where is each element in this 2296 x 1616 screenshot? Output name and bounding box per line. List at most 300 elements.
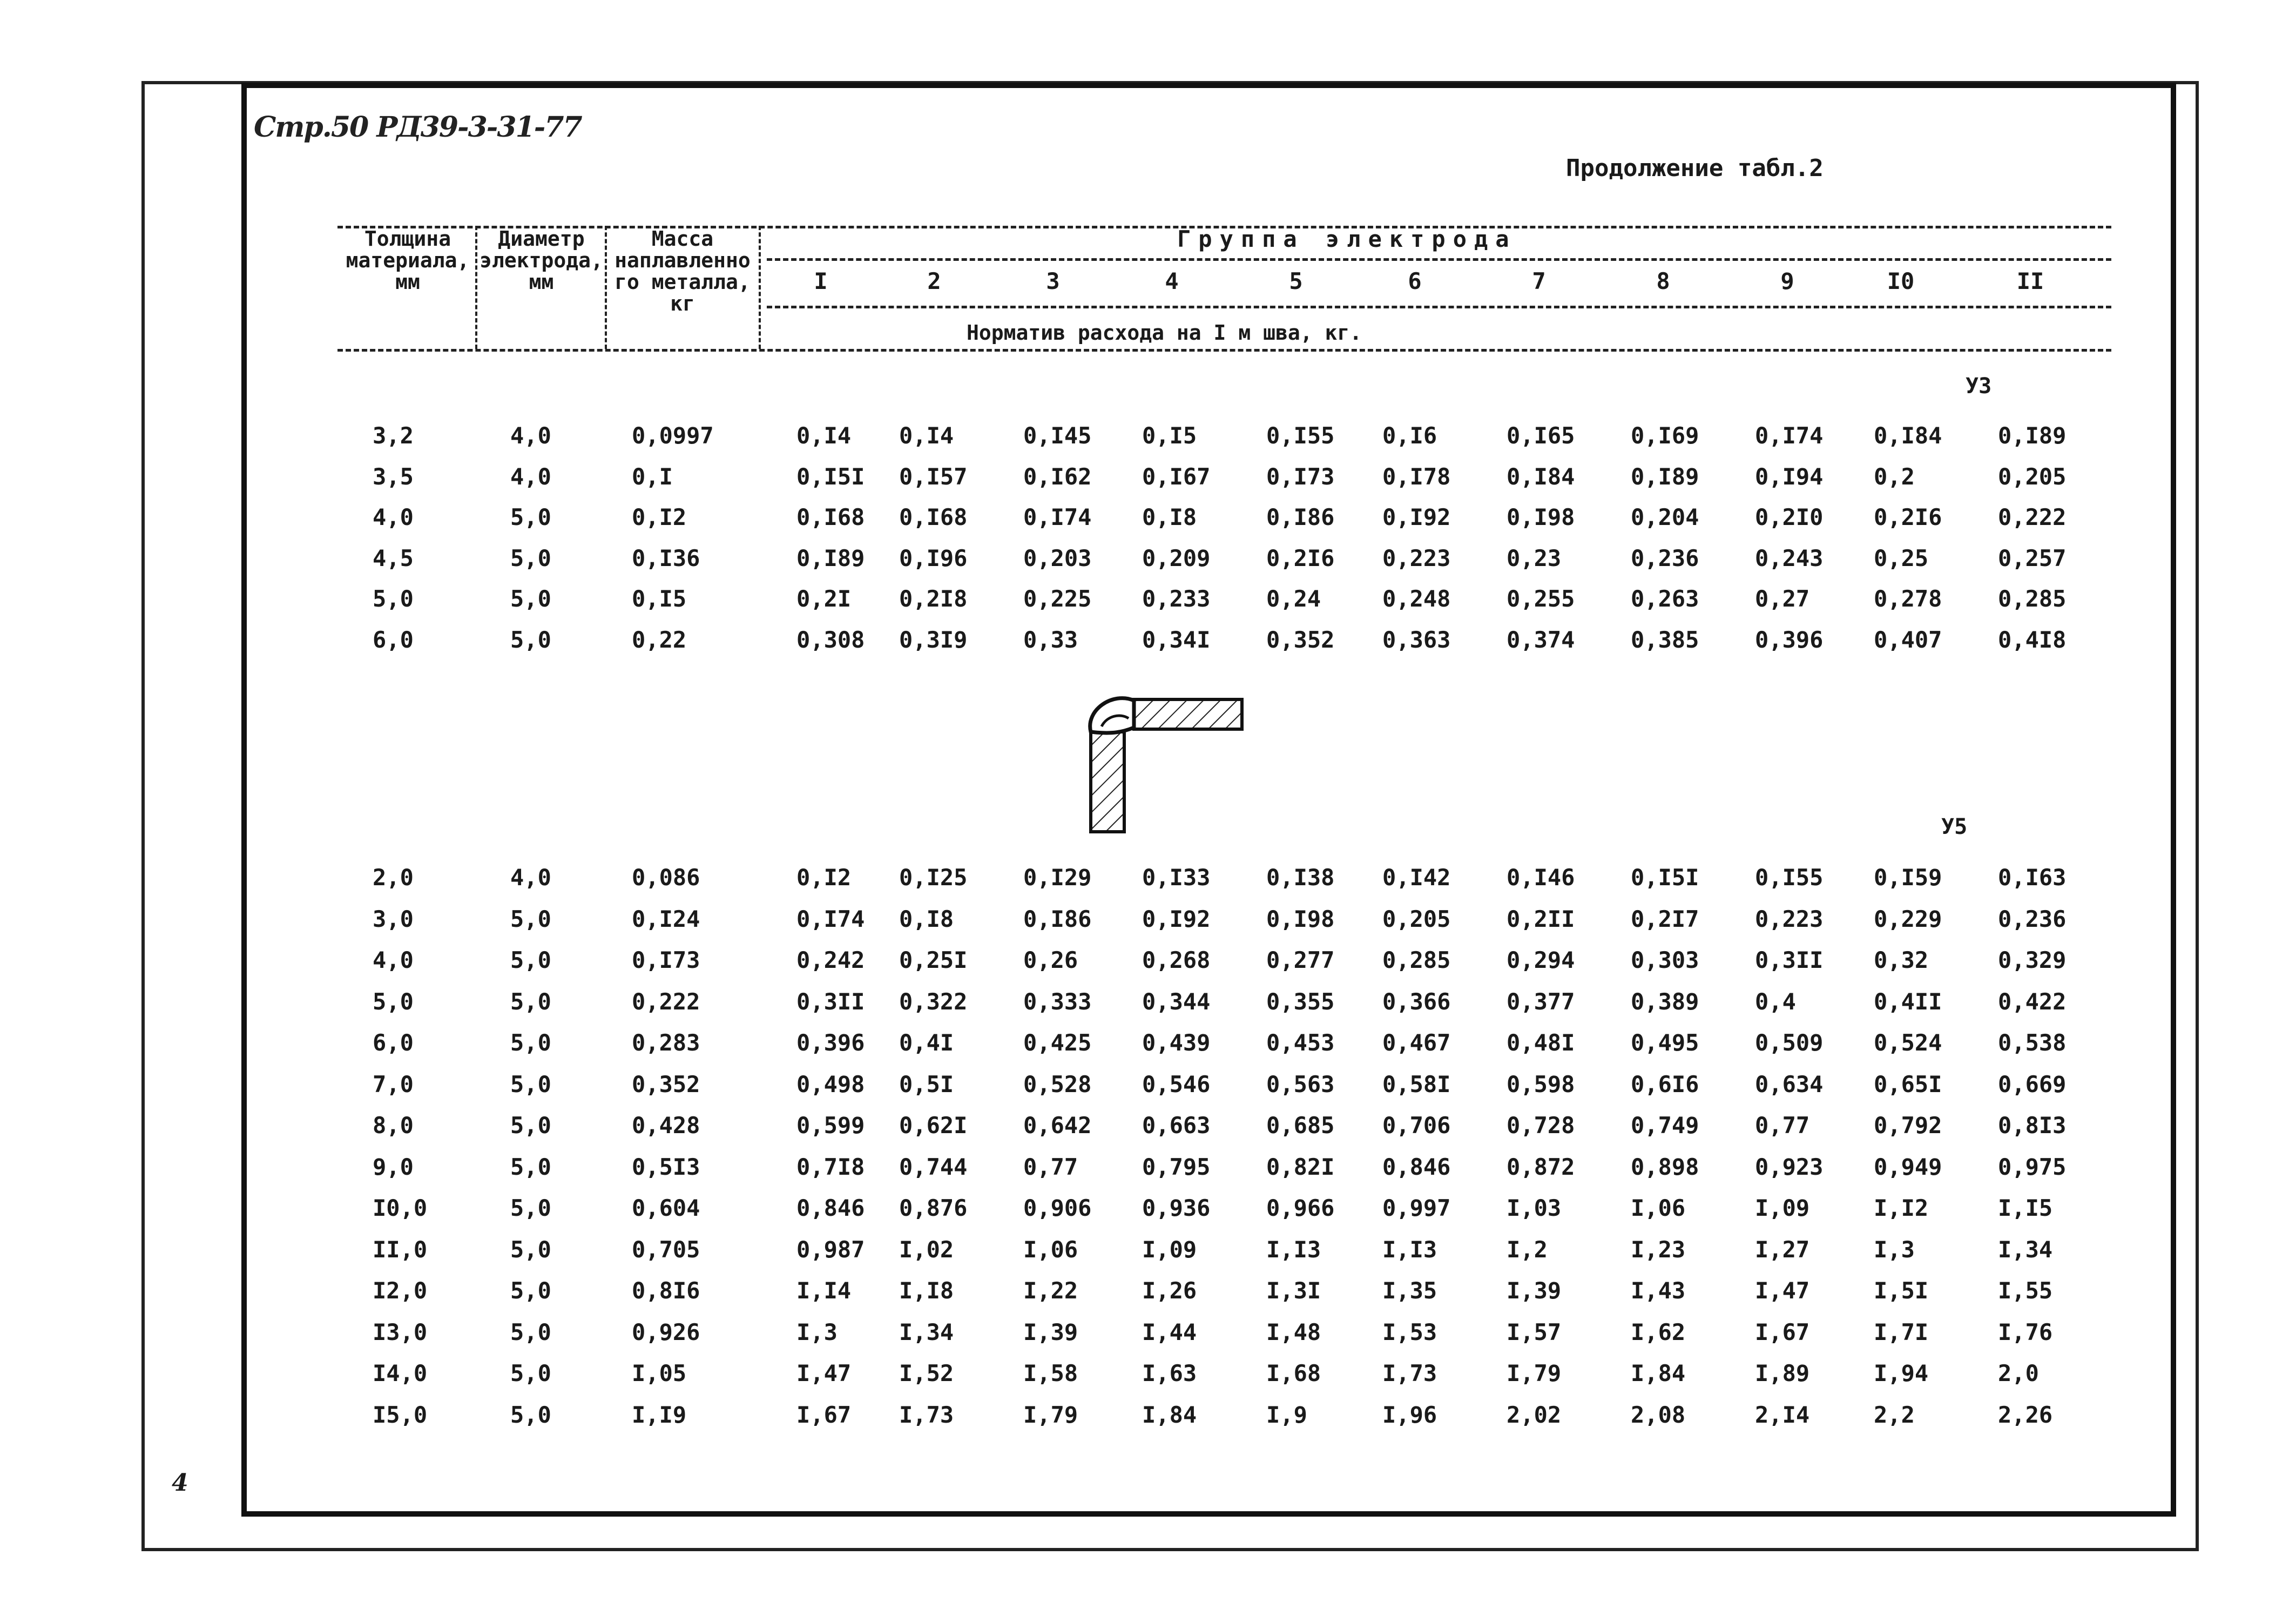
table-cell: 0,283 (632, 1029, 700, 1056)
table-cell: 0,I98 (1507, 504, 1575, 530)
table-cell: 0,I74 (1023, 504, 1092, 530)
table-cell: 0,3I9 (899, 626, 968, 653)
section1-tag: У3 (1966, 374, 1992, 399)
table-cell: I,27 (1755, 1236, 1810, 1263)
table-cell: 5,0 (510, 626, 551, 653)
header-mass-line3: го металла, (614, 270, 751, 294)
table-cell: 0,987 (796, 1236, 865, 1263)
table-cell: I,89 (1755, 1360, 1810, 1386)
table-cell: I,3 (796, 1318, 838, 1345)
table-cell: 0,563 (1266, 1070, 1335, 1097)
table-cell: 0,538 (1998, 1029, 2067, 1056)
table-cell: I4,0 (373, 1360, 428, 1386)
table-cell: 0,333 (1023, 988, 1092, 1015)
table-cell: 0,I74 (796, 905, 865, 932)
table-cell: 8,0 (373, 1112, 414, 1139)
table-cell: I,52 (899, 1360, 954, 1386)
table-cell: 0,I89 (1631, 463, 1699, 490)
header-rule-numbers (767, 306, 2111, 308)
table-cell: 0,263 (1631, 585, 1699, 612)
table-cell: 5,0 (510, 1195, 551, 1221)
table-cell: I,47 (1755, 1277, 1810, 1304)
table-row (0, 1195, 2296, 1227)
table-cell: 0,439 (1142, 1029, 1211, 1056)
table-cell: 0,I2 (632, 504, 687, 530)
table-cell: 0,528 (1023, 1070, 1092, 1097)
table-cell: 0,3II (1755, 947, 1824, 973)
table-cell: 7,0 (373, 1070, 414, 1097)
table-row (0, 585, 2296, 618)
table-cell: 0,396 (1755, 626, 1824, 653)
table-cell: 0,242 (796, 947, 865, 973)
table-cell: 0,I5I (1631, 864, 1699, 891)
table-cell: 0,I38 (1266, 864, 1335, 891)
table-cell: I,09 (1755, 1195, 1810, 1221)
table-cell: 0,I98 (1266, 905, 1335, 932)
table-cell: 2,08 (1631, 1401, 1686, 1428)
table-cell: I,I4 (796, 1277, 852, 1304)
table-cell: I,03 (1507, 1195, 1562, 1221)
table-cell: 0,546 (1142, 1070, 1211, 1097)
table-cell: 0,I25 (899, 864, 968, 891)
table-cell: 0,204 (1631, 504, 1699, 530)
header-norm-label: Норматив расхода на I м шва, кг. (967, 321, 1362, 345)
group-num-10: I0 (1887, 268, 1915, 294)
table-cell: 0,642 (1023, 1112, 1092, 1139)
table-cell: 0,599 (796, 1112, 865, 1139)
table-cell: 0,I5 (632, 585, 687, 612)
table-cell: 6,0 (373, 626, 414, 653)
table-cell: 0,222 (632, 988, 700, 1015)
table-cell: I,47 (796, 1360, 852, 1386)
table-cell: 2,I4 (1755, 1401, 1810, 1428)
table-cell: 0,669 (1998, 1070, 2067, 1097)
table-cell: I,3I (1266, 1277, 1321, 1304)
table-cell: 0,209 (1142, 544, 1211, 571)
table-cell: 0,396 (796, 1029, 865, 1056)
table-cell: 0,705 (632, 1236, 700, 1263)
table-cell: 0,428 (632, 1112, 700, 1139)
table-cell: 0,2I (796, 585, 852, 612)
table-cell: I,48 (1266, 1318, 1321, 1345)
table-row (0, 1402, 2296, 1434)
table-cell: 0,975 (1998, 1153, 2067, 1180)
table-cell: 5,0 (510, 504, 551, 530)
table-cell: 2,02 (1507, 1401, 1562, 1428)
table-cell: 0,I42 (1382, 864, 1451, 891)
table-cell: I,06 (1631, 1195, 1686, 1221)
table-cell: 4,5 (373, 544, 414, 571)
table-cell: I,63 (1142, 1360, 1197, 1386)
table-cell: 0,243 (1755, 544, 1824, 571)
table-cell: I,44 (1142, 1318, 1197, 1345)
table-cell: 0,966 (1266, 1195, 1335, 1221)
table-cell: 0,I4 (796, 422, 852, 449)
table-cell: 0,23 (1507, 544, 1562, 571)
table-cell: 0,5I3 (632, 1153, 700, 1180)
table-cell: 0,329 (1998, 947, 2067, 973)
section2-tag: У5 (1941, 814, 1968, 839)
header-diameter-line3: мм (529, 270, 554, 294)
table-cell: 0,I78 (1382, 463, 1451, 490)
table-cell: I3,0 (373, 1318, 428, 1345)
weld-joint-sketch (1080, 689, 1264, 845)
table-cell: 9,0 (373, 1153, 414, 1180)
table-cell: I,62 (1631, 1318, 1686, 1345)
table-cell: 0,33 (1023, 626, 1078, 653)
table-cell: 0,795 (1142, 1153, 1211, 1180)
table-cell: I,67 (1755, 1318, 1810, 1345)
table-cell: 0,926 (632, 1318, 700, 1345)
table-cell: 0,24 (1266, 585, 1321, 612)
table-cell: 0,65I (1874, 1070, 1942, 1097)
table-cell: 0,48I (1507, 1029, 1575, 1056)
table-cell: 0,I8 (1142, 504, 1197, 530)
header-mass-line4: кг (670, 292, 695, 315)
table-cell: 0,495 (1631, 1029, 1699, 1056)
table-cell: I,68 (1266, 1360, 1321, 1386)
table-cell: 0,4I8 (1998, 626, 2067, 653)
table-cell: I,I9 (632, 1401, 687, 1428)
header-rule-group (767, 258, 2111, 261)
table-cell: I,73 (899, 1401, 954, 1428)
table-cell: I,76 (1998, 1318, 2053, 1345)
table-cell: I,84 (1631, 1360, 1686, 1386)
table-cell: 0,3II (796, 988, 865, 1015)
table-cell: II,0 (373, 1236, 428, 1263)
table-cell: 0,I73 (1266, 463, 1335, 490)
table-cell: I,39 (1023, 1318, 1078, 1345)
table-cell: 0,898 (1631, 1153, 1699, 1180)
table-cell: 0,846 (1382, 1153, 1451, 1180)
header-sep-3 (759, 226, 761, 349)
table-cell: 0,8I3 (1998, 1112, 2067, 1139)
table-cell: I0,0 (373, 1195, 428, 1221)
table-cell: 4,0 (510, 864, 551, 891)
table-cell: 0,453 (1266, 1029, 1335, 1056)
table-cell: I5,0 (373, 1401, 428, 1428)
table-cell: I,57 (1507, 1318, 1562, 1345)
table-cell: 2,0 (373, 864, 414, 891)
table-cell: I,26 (1142, 1277, 1197, 1304)
table-cell: 0,4II (1874, 988, 1942, 1015)
group-num-3: 3 (1046, 268, 1060, 294)
table-cell: 0,744 (899, 1153, 968, 1180)
table-cell: 0,278 (1874, 585, 1942, 612)
table-cell: 0,I46 (1507, 864, 1575, 891)
table-cell: 0,I5 (1142, 422, 1197, 449)
table-cell: 0,I55 (1755, 864, 1824, 891)
table-cell: I,34 (899, 1318, 954, 1345)
table-cell: 0,I92 (1382, 504, 1451, 530)
table-cell: 0,4I (899, 1029, 954, 1056)
table-cell: 0,2I0 (1755, 504, 1824, 530)
table-cell: I,35 (1382, 1277, 1437, 1304)
table-cell: 0,I63 (1998, 864, 2067, 891)
table-cell: 0,509 (1755, 1029, 1824, 1056)
table-cell: 0,663 (1142, 1112, 1211, 1139)
table-cell: 0,792 (1874, 1112, 1942, 1139)
table-row (0, 1236, 2296, 1269)
header-thickness-line2: материала, (346, 248, 470, 272)
table-cell: 0,255 (1507, 585, 1575, 612)
table-cell: I,96 (1382, 1401, 1437, 1428)
table-cell: I,3 (1874, 1236, 1915, 1263)
table-cell: I,I2 (1874, 1195, 1929, 1221)
table-cell: I,73 (1382, 1360, 1437, 1386)
table-cell: 0,248 (1382, 585, 1451, 612)
table-cell: 0,I86 (1023, 905, 1092, 932)
table-cell: 0,I (632, 463, 673, 490)
table-cell: I,53 (1382, 1318, 1437, 1345)
table-cell: 0,524 (1874, 1029, 1942, 1056)
table-cell: 5,0 (373, 988, 414, 1015)
table-cell: 0,I84 (1507, 463, 1575, 490)
table-cell: 0,997 (1382, 1195, 1451, 1221)
table-cell: 3,0 (373, 905, 414, 932)
table-cell: 0,425 (1023, 1029, 1092, 1056)
table-cell: 0,268 (1142, 947, 1211, 973)
table-cell: 0,I36 (632, 544, 700, 571)
table-cell: 0,0997 (632, 422, 714, 449)
table-cell: 5,0 (510, 1112, 551, 1139)
table-cell: 0,749 (1631, 1112, 1699, 1139)
table-cell: 0,I62 (1023, 463, 1092, 490)
table-row (0, 1154, 2296, 1186)
table-cell: 0,2II (1507, 905, 1575, 932)
table-cell: 0,22 (632, 626, 687, 653)
table-cell: I,43 (1631, 1277, 1686, 1304)
table-cell: 0,62I (899, 1112, 968, 1139)
table-row (0, 1319, 2296, 1351)
header-mass (607, 228, 758, 314)
group-num-7: 7 (1532, 268, 1546, 294)
table-cell: I,79 (1507, 1360, 1562, 1386)
table-cell: 5,0 (510, 1153, 551, 1180)
table-cell: 0,I86 (1266, 504, 1335, 530)
header-sep-1 (475, 226, 477, 349)
header-thickness (340, 228, 475, 293)
table-cell: 0,352 (632, 1070, 700, 1097)
table-cell: I,06 (1023, 1236, 1078, 1263)
table-cell: 4,0 (373, 947, 414, 973)
table-cell: 0,I96 (899, 544, 968, 571)
table-row (0, 947, 2296, 979)
table-cell: 0,I68 (796, 504, 865, 530)
table-cell: 0,34I (1142, 626, 1211, 653)
table-cell: 0,203 (1023, 544, 1092, 571)
table-cell: 3,5 (373, 463, 414, 490)
table-cell: 0,303 (1631, 947, 1699, 973)
page-stamp: Стр.50 РД39-3-31-77 (254, 111, 582, 144)
table-cell: 0,322 (899, 988, 968, 1015)
table-row (0, 463, 2296, 496)
table-cell: 5,0 (510, 947, 551, 973)
table-cell: 0,374 (1507, 626, 1575, 653)
table-cell: I,I5 (1998, 1195, 2053, 1221)
table-cell: 0,366 (1382, 988, 1451, 1015)
table-cell: 0,876 (899, 1195, 968, 1221)
table-cell: 2,0 (1998, 1360, 2039, 1386)
table-cell: I,I3 (1382, 1236, 1437, 1263)
table-cell: 0,I94 (1755, 463, 1824, 490)
table-cell: 5,0 (510, 1360, 551, 1386)
table-cell: 0,344 (1142, 988, 1211, 1015)
table-cell: 0,2I8 (899, 585, 968, 612)
table-cell: 0,I84 (1874, 422, 1942, 449)
table-cell: 0,685 (1266, 1112, 1335, 1139)
table-cell: I,39 (1507, 1277, 1562, 1304)
table-cell: 0,467 (1382, 1029, 1451, 1056)
table-cell: 0,2 (1874, 463, 1915, 490)
table-cell: 0,377 (1507, 988, 1575, 1015)
table-cell: 0,233 (1142, 585, 1211, 612)
table-row (0, 422, 2296, 455)
table-cell: 0,2I6 (1874, 504, 1942, 530)
header-rule-bottom (337, 349, 2111, 352)
table-row (0, 627, 2296, 659)
table-cell: 4,0 (373, 504, 414, 530)
table-cell: I,84 (1142, 1401, 1197, 1428)
header-mass-line2: наплавленно (614, 248, 751, 272)
table-row (0, 1071, 2296, 1103)
table-cell: 0,223 (1755, 905, 1824, 932)
table-cell: 0,4 (1755, 988, 1796, 1015)
table-cell: 0,77 (1755, 1112, 1810, 1139)
header-thickness-line3: мм (395, 270, 420, 294)
table-cell: 0,I6 (1382, 422, 1437, 449)
table-cell: 0,604 (632, 1195, 700, 1221)
table-cell: 2,26 (1998, 1401, 2053, 1428)
group-num-8: 8 (1656, 268, 1670, 294)
table-cell: 0,I67 (1142, 463, 1211, 490)
header-mass-line1: Масса (651, 227, 714, 251)
table-cell: I,2 (1507, 1236, 1548, 1263)
table-cell: 5,0 (510, 1318, 551, 1345)
table-cell: 0,I92 (1142, 905, 1211, 932)
table-cell: 0,236 (1998, 905, 2067, 932)
table-row (0, 1360, 2296, 1392)
group-num-9: 9 (1780, 268, 1794, 294)
table-cell: 5,0 (510, 544, 551, 571)
table-cell: 0,I89 (1998, 422, 2067, 449)
table-cell: 0,I57 (899, 463, 968, 490)
table-cell: 0,58I (1382, 1070, 1451, 1097)
table-row (0, 1112, 2296, 1144)
header-diameter (478, 228, 605, 293)
table-cell: 3,2 (373, 422, 414, 449)
table-cell: 5,0 (373, 585, 414, 612)
table-cell: 5,0 (510, 1236, 551, 1263)
table-cell: 0,363 (1382, 626, 1451, 653)
table-cell: 0,7I8 (796, 1153, 865, 1180)
table-cell: 0,I24 (632, 905, 700, 932)
table-cell: I,34 (1998, 1236, 2053, 1263)
table-cell: 0,82I (1266, 1153, 1335, 1180)
table-cell: 4,0 (510, 422, 551, 449)
table-cell: 0,I33 (1142, 864, 1211, 891)
table-cell: 0,846 (796, 1195, 865, 1221)
table-cell: I,7I (1874, 1318, 1929, 1345)
table-cell: 0,285 (1382, 947, 1451, 973)
table-cell: I,23 (1631, 1236, 1686, 1263)
table-row (0, 1277, 2296, 1310)
table-cell: I,05 (632, 1360, 687, 1386)
table-cell: I,58 (1023, 1360, 1078, 1386)
table-row (0, 1029, 2296, 1062)
header-thickness-line1: Толщина (364, 227, 451, 251)
table-cell: 0,906 (1023, 1195, 1092, 1221)
table-cell: 0,294 (1507, 947, 1575, 973)
table-cell: 6,0 (373, 1029, 414, 1056)
side-number: 4 (172, 1469, 188, 1497)
table-cell: I,5I (1874, 1277, 1929, 1304)
group-num-6: 6 (1408, 268, 1422, 294)
table-cell: 0,25I (899, 947, 968, 973)
table-cell: 0,385 (1631, 626, 1699, 653)
table-cell: I,94 (1874, 1360, 1929, 1386)
table-cell: 4,0 (510, 463, 551, 490)
table-cell: 0,223 (1382, 544, 1451, 571)
table-cell: 0,I55 (1266, 422, 1335, 449)
table-row (0, 864, 2296, 897)
table-cell: I,9 (1266, 1401, 1307, 1428)
table-cell: 0,I59 (1874, 864, 1942, 891)
header-diameter-line1: Диаметр (498, 227, 585, 251)
table-cell: 0,308 (796, 626, 865, 653)
table-cell: 0,I45 (1023, 422, 1092, 449)
table-cell: 0,086 (632, 864, 700, 891)
table-cell: 0,257 (1998, 544, 2067, 571)
table-cell: 0,225 (1023, 585, 1092, 612)
table-cell: 0,I73 (632, 947, 700, 973)
table-cell: 0,25 (1874, 544, 1929, 571)
table-cell: 0,8I6 (632, 1277, 700, 1304)
table-cell: 5,0 (510, 1277, 551, 1304)
table-cell: 0,706 (1382, 1112, 1451, 1139)
table-row (0, 545, 2296, 577)
table-cell: 0,422 (1998, 988, 2067, 1015)
table-cell: 0,I69 (1631, 422, 1699, 449)
table-cell: I,55 (1998, 1277, 2053, 1304)
table-cell: 0,I68 (899, 504, 968, 530)
table-cell: 0,205 (1382, 905, 1451, 932)
table-cell: 5,0 (510, 1029, 551, 1056)
table-cell: 0,I5I (796, 463, 865, 490)
table-cell: 0,I74 (1755, 422, 1824, 449)
table-cell: 5,0 (510, 905, 551, 932)
table-cell: 0,728 (1507, 1112, 1575, 1139)
table-cell: 0,2I7 (1631, 905, 1699, 932)
table-cell: 0,I4 (899, 422, 954, 449)
table-cell: I,09 (1142, 1236, 1197, 1263)
table-row (0, 504, 2296, 536)
table-caption: Продолжение табл.2 (1566, 154, 1824, 182)
table-row (0, 988, 2296, 1021)
group-num-5: 5 (1289, 268, 1303, 294)
table-row (0, 906, 2296, 938)
table-cell: 0,389 (1631, 988, 1699, 1015)
table-cell: 0,936 (1142, 1195, 1211, 1221)
table-cell: 5,0 (510, 988, 551, 1015)
table-cell: I,67 (796, 1401, 852, 1428)
table-cell: 0,6I6 (1631, 1070, 1699, 1097)
table-cell: I,I8 (899, 1277, 954, 1304)
table-cell: 0,I65 (1507, 422, 1575, 449)
table-cell: 0,32 (1874, 947, 1929, 973)
table-cell: 0,498 (796, 1070, 865, 1097)
table-cell: 0,222 (1998, 504, 2067, 530)
